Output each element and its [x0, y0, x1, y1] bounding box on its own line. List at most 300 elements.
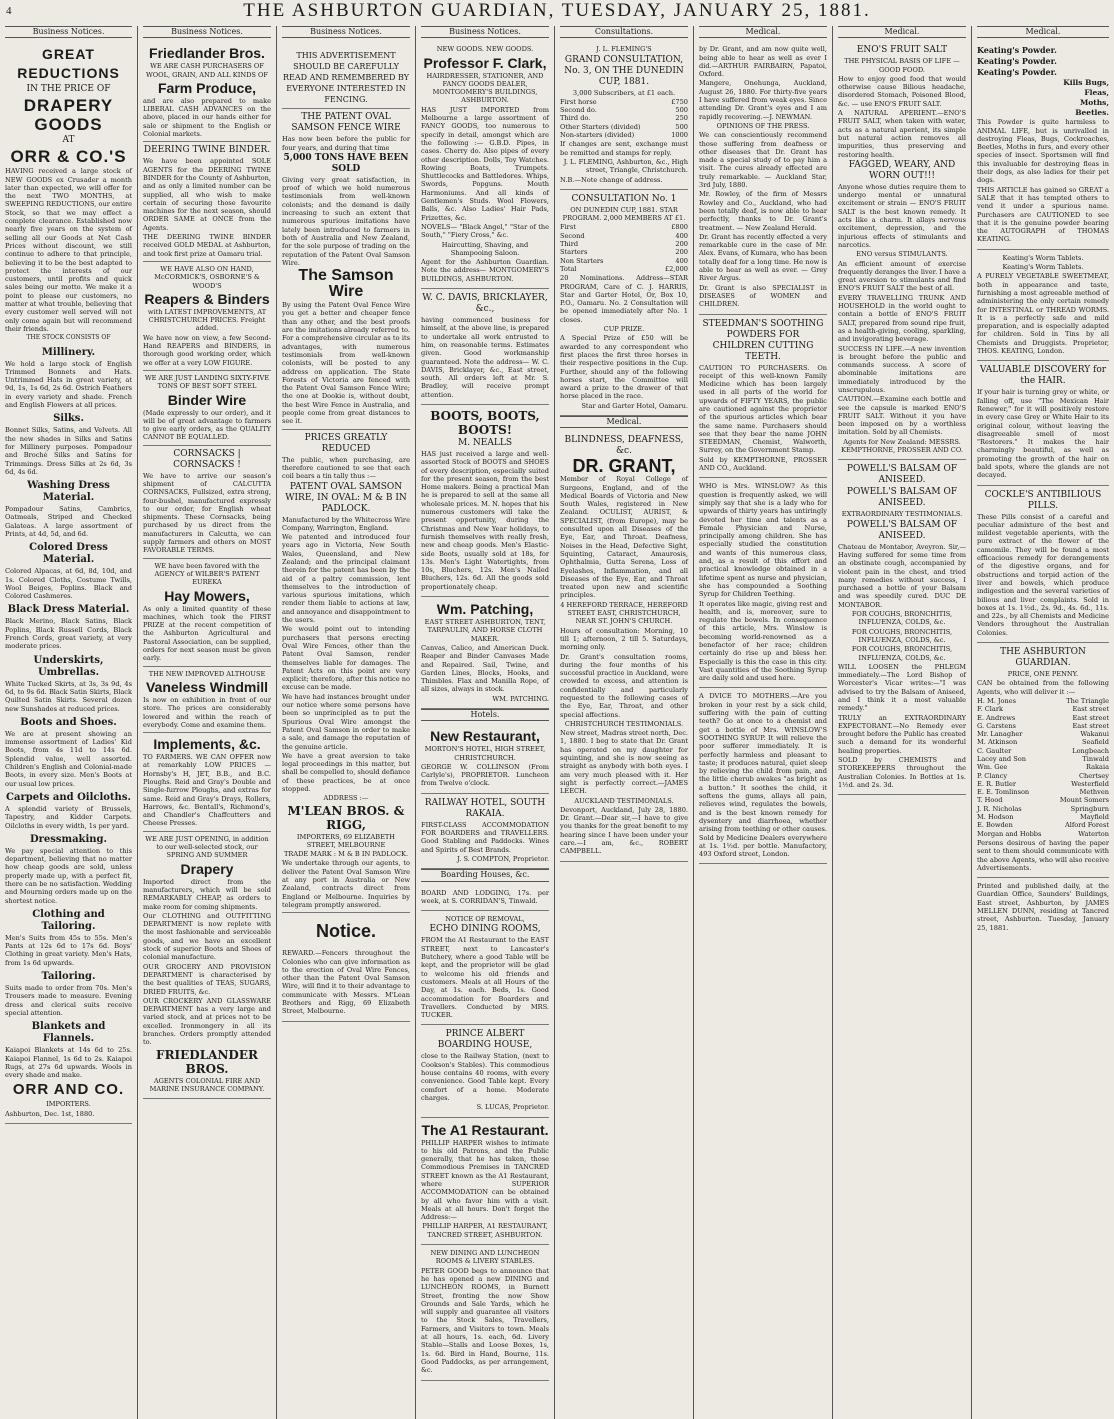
- grant-advert: [560, 431, 688, 861]
- eno-heading: ENO'S FRUIT SALT: [856, 45, 948, 56]
- agent-row: [977, 772, 1109, 780]
- agent-name: E. E. Tomlinson: [977, 788, 1030, 797]
- agent-name: Lacey and Son: [977, 755, 1026, 763]
- boots-heading: BOOTS, BOOTS, BOOTS!: [430, 408, 540, 437]
- prize-label: Total: [560, 264, 577, 273]
- prize-amount: 500: [675, 122, 688, 131]
- a1-text: PHILLIP HARPER wishes to intimate to his old Patrons, and the Public generally, that he has taken, those Commodious Premises in TANCRED STREET known as the A1 Restaurant, where SUPERIOR ACCOMMODATION can be obtained by all who favor him with a visit. Meals at all hours. Don't forget the Address:—: [421, 1138, 549, 1222]
- agent-row: [977, 705, 1109, 713]
- worm-heading: Keating's Worm Tablets.: [1002, 263, 1084, 272]
- friedlander-advert: [143, 41, 271, 1099]
- kills-list: [977, 78, 1109, 117]
- agent-row: [977, 738, 1109, 746]
- fleming-name: J. L. FLEMING'S: [596, 45, 652, 54]
- discovery-advert: [977, 361, 1109, 485]
- dining-text: PETER GOOD begs to announce that he has opened a new DINING and LUNCHEON ROOMS, in Burnett Street, fronting the now Show Grounds and Sale Yards, which he will supply and guarantee all visitors to the Stock Sales, Travellers, Farmers, and Visitors to town. Meals at all hours, 1s. each, 6d. Livery Stable—Stalls and Loose Boxes, 1s, 1s. 6d. Bird in Hand, Bourne, 11s. Good Paddocks, as per arrangement, &c.: [421, 1266, 549, 1375]
- grant-intro: by Dr. Grant, and am now quite well, being able to hear as well as ever I did.—ARTHUR FAIRBAIRN, Papatoi, Oxford.: [699, 45, 827, 79]
- fagged-heading: FAGGED, WEARY, AND WORN OUT!!!: [848, 159, 956, 181]
- patching-sub: EAST STREET ASHBURTON, TENT, TARPAULIN, AND HORSE CLOTH MAKER.: [424, 618, 546, 643]
- powell-heading: POWELL'S BALSAM OF ANISEED.: [846, 519, 958, 541]
- column-header: Medical.: [838, 26, 966, 38]
- divider: [143, 370, 271, 371]
- proceed-text: We would point out to intending purchasers that persons erecting Oval Wire Fences, other than the Patent Oval Samson, render themselves liable for damages. The Patent Acts on this point are very explicit; therefore, after this notice no excuse can be made.: [282, 625, 410, 692]
- patching-heading: Wm. Patching,: [436, 601, 534, 618]
- opinions-text-2: Mr. Rowley, of the firm of Messrs Rowley and Co., Auckland, who had been totally deaf, is now able to hear perfectly, thanks to Dr. Grant's treatment. — New Zealand Herald.: [699, 190, 827, 232]
- prize-amount: 250: [675, 114, 688, 123]
- buyers-text: WE ARE CASH PURCHASERS OF WOOL, GRAIN, AND ALL KINDS OF: [145, 62, 268, 79]
- discovery-heading: VALUABLE DISCOVERY for the HAIR.: [979, 365, 1107, 387]
- divider: [282, 912, 410, 913]
- stimulants-heading: ENO versus STIMULANTS.: [856, 250, 948, 259]
- orr-footer-name: ORR AND CO.: [12, 1081, 125, 1099]
- cockle-text: These Pills consist of a careful and peculiar admixture of the best and mildest vegetable aperients, with the pure extract of the flower of the camomile. They will be found a most efficacious remedy for derangements of the digestive organs, and for obstructions and torpid action of the liver and bowels, which produce indigestion and the several varieties of bilious and liver complaints. Sold in boxes at 1s. 1½d., 2s. 9d., 4s. 6d., 11s. and 22s., by all Chemists and Medicine Vendors throughout the Australian Colonies.: [977, 512, 1109, 637]
- divider: [282, 429, 410, 430]
- agent-name: G. Carstens: [977, 721, 1016, 730]
- orr-notice: HAVING received a large stock of NEW GOODS ex Crusader a month later than expected, we will offer for the next TWO MONTHS, at SWEEPING REDUCTIONS, our entire Stock, so that we may effect a complete clearance. Established now nearly five years on the system of selling all our Goods at Net Cash Prices without discount, we still continue to adhere to that principle, believing it to be the best adapted to protect the interests of our customers, until profits and quick sales being our motto. We make it a point to please our customers, no matter at what trouble, believing that every customer well served will not only come again but will recommend their friends.: [5, 167, 132, 333]
- divider: [143, 261, 271, 262]
- eno-sub: THE PHYSICAL BASIS OF LIFE — GOOD FOOD.: [844, 57, 960, 74]
- windmill-text: Is now on exhibition in front of our store. The prices are considerably lowered and within the reach of everybody. Come and examine them.: [143, 695, 271, 729]
- agent-place: Mount Somers: [1059, 796, 1109, 805]
- aversion-text: We have a great aversion to take legal proceedings in this matter, but shall be compelled to, should defiance of these practices, be at once stopped.: [282, 751, 410, 793]
- drapery-heading: Drapery: [180, 860, 234, 877]
- grant-body: Dr. Grant's consultation rooms, during the four months of his successful practice in Auckland, were crowded to excess, and attention is confidentially and particularly requested to the following cases of the Eye, Ear, Throat, and other special affections.: [560, 652, 688, 719]
- hay-heading: Hay Mowers,: [164, 587, 250, 604]
- auckland-heading: AUCKLAND TESTIMONIALS.: [574, 796, 674, 805]
- orr-footer-date: Ashburton, Dec. 1st, 1880.: [5, 1109, 95, 1118]
- keating-heading: Keating's Powder.: [977, 56, 1057, 67]
- divider: [143, 558, 271, 559]
- consult-sub: ON DUNEDIN CUP, 1881. STAR PROGRAM. 2,000 MEMBERS AT £1.: [562, 205, 686, 223]
- agent-row: [977, 755, 1109, 763]
- fleming-note: N.B.—Note change of address.: [560, 175, 663, 184]
- implements-heading: Implements, &c.: [153, 736, 261, 753]
- agency-text: WE have been favored with the AGENCY of WILBER'S PATENT EUREKA: [154, 561, 260, 587]
- tons-sold: 5,000 TONS HAVE BEEN SOLD: [283, 152, 409, 174]
- mclean-address-sub: IMPORTERS, 69 ELIZABETH STREET, MELBOURNE: [296, 832, 396, 849]
- consult-heading: CONSULTATION No. 1: [571, 193, 677, 204]
- opinions-text: We can conscientiously recommend those suffering from deafness or other diseases that Dr. Grant has made a special study of to pay him a visit. The cures already effected are truly remarkable. — Auckland Star, 3rd July, 1880.: [699, 131, 827, 190]
- prize-row: [560, 232, 688, 240]
- orr-advert: [5, 41, 132, 1124]
- binder-text: (Made expressly to our order), and it will be of great advantage to farmers to give early orders, as the QUALITY CANNOT BE EQUALLED.: [143, 408, 271, 442]
- fleming-text: If changes are sent, exchange must be remitted and stamps for reply.: [560, 140, 688, 157]
- prince-heading: PRINCE ALBERT BOARDING HOUSE,: [437, 1029, 533, 1051]
- newspaper-title: THE ASHBURTON GUARDIAN, TUESDAY, JANUARY 25, 1881.: [243, 0, 871, 21]
- columns: [0, 26, 1114, 1419]
- divider: [143, 831, 271, 832]
- prize-label: Non-starters (divided): [560, 131, 635, 140]
- powell-heading: POWELL'S BALSAM OF ANISEED.: [846, 464, 958, 486]
- agent-row: [977, 730, 1109, 738]
- caution-text: CAUTION.—Examine each bottle and see the capsule is marked ENO'S FRUIT SALT. Without it you have been imposed on by a worthless imitation. Sold by all Chemists.: [838, 395, 966, 437]
- mothers-text: A DVICE TO MOTHERS.—Are you broken in your rest by a sick child, suffering with the pain of cutting teeth? Go at once to a chemist and get a bottle of Mrs. WINSLOW'S SOOTHING SYRUP. It will relieve the poor sufferer immediately. It is perfectly harmless and pleasant to taste; it produces natural, quiet sleep by relieving the child from pain, and the little cherub awakes "as bright as a button." It soothes the child, it softens the gums, allays all pain, relieves wind, regulates the bowels, and is the best known remedy for dysentery and diarrhoea, whether arising from teething or other causes. Sold by Medicine Dealers everywhere at 1s. 1½d. per bottle. Manufactory, 493 Oxford street, London.: [699, 692, 827, 859]
- prize-row: [560, 114, 688, 122]
- board-advert: [421, 885, 549, 912]
- agents-list: [977, 697, 1109, 838]
- hair-text: Haircutting, Shaving, and Shampooing Saloon.: [441, 240, 529, 257]
- grant-continued: [699, 41, 827, 314]
- nealls-advert: [421, 405, 549, 597]
- drapery-pre: WE ARE JUST OPENING, in addition to our well-selected stock, our SPRING AND SUMMER: [145, 834, 269, 860]
- guardian-heading: THE ASHBURTON GUARDIAN.: [1000, 647, 1086, 669]
- prize-amount: 400: [675, 231, 688, 240]
- stock-section-text: We are at present showing an immense assortment of Ladies' Kid Boots, from 4s 11d to 14s 6d. Splendid value, well assorted. Children's English and Colonial-made Boots, in every size. Men's Boots at our usual low prices.: [5, 729, 132, 788]
- prize-label: Third do.: [560, 114, 591, 123]
- grant-pre: BLINDNESS, DEAFNESS, &c.: [564, 435, 684, 457]
- stock-section-title: Blankets and Flannels.: [31, 1021, 106, 1045]
- mclean-address: M'LEAN BROS. & RIGG,: [287, 803, 405, 832]
- undertake-text: We undertake through our agents, to deliver the Patent Oval Samson Wire at any port in Australia or New Zealand, contracts direct from England or Melbourne. Inquiries by telegram promptly answered.: [282, 859, 410, 909]
- divider: [143, 141, 271, 142]
- stock-section-title: Tailoring.: [41, 971, 96, 983]
- stock-section-title: Clothing and Tailoring.: [32, 908, 105, 932]
- stock-section-text: Black Merino, Black Satins, Black Poplins, Black Russell Cords, Black French Cords, great variety, at very moderate prices.: [5, 617, 132, 651]
- keating-text: This Powder is quite harmless to ANIMAL LIFE, but is unrivalled in destroying Fleas, Bugs, Cockroaches, Beetles, Moths in furs, and every other species of insect. Sportsmen will find this invaluable for destroying fleas in their dogs, as also ladies for their pet dogs.: [977, 118, 1109, 185]
- agent-name: T. Hood: [977, 796, 1003, 805]
- agent-name: Mr. Lanagher: [977, 730, 1023, 739]
- grant-hours: Hours of consultation: Morning, 10 till 1; afternoon, 2 till 5. Saturdays, morning only.: [560, 626, 688, 652]
- agent-place: East street: [1072, 705, 1109, 714]
- truly-text: TRULY an EXTRAORDINARY EXPECTORANT.—No Remedy ever brought before the Public has created such a demand for its wonderful healing properties.: [838, 713, 966, 755]
- grant-address: 4 HEREFORD TERRACE, HEREFORD STREET EAST, CHRISTCHURCH, NEAR ST. JOHN'S CHURCH.: [560, 600, 688, 626]
- prize-row: [560, 123, 688, 131]
- steedman-heading: STEEDMAN'S SOOTHING POWDERS FOR CHILDREN CUTTING TEETH.: [702, 318, 824, 362]
- railway-text: FIRST-CLASS ACCOMMODATION FOR BOARDERS and TRAVELLERS. Good Stabling and Paddocks. Wines and Spirits of Best Brands.: [421, 820, 549, 854]
- divider: [282, 108, 410, 109]
- column-header: Consultations.: [560, 26, 688, 38]
- davis-advert: [421, 289, 549, 405]
- windmill-pre: THE NEW IMPROVED ALTHOUSE: [148, 669, 266, 678]
- consult-advert: [560, 190, 688, 416]
- prize-row: [560, 223, 688, 231]
- opinions-heading: OPINIONS OF THE PRESS.: [716, 121, 810, 130]
- column-5: [554, 26, 693, 1419]
- friedlander-footer-sub: AGENTS COLONIAL FIRE AND MARINE INSURANCE COMPANY.: [149, 1076, 265, 1093]
- steedman-text: CAUTION TO PURCHASERS. On receipt of this well-known Family Medicine which has been largely used in all parts of the world for upwards of FIFTY YEARS, the public are cautioned against the proprietor of the spurious articles which bear the same name. Purchasers should see that they bear the name JOHN STEEDMAN, Chemist, Walworth, Surrey, on the Government Stamp.: [699, 363, 827, 455]
- hay-text: As only a limited quantity of these machines, which took the FIRST PRIZE at the recent competition of the Ashburton Agricultural and Pastoral Association, can be supplied, orders for next season must be given early.: [143, 604, 271, 663]
- restaurant-advert: [421, 724, 549, 793]
- clark-text: HAS JUST IMPORTED from Melbourne a large assortment of FANCY GOODS, too numerous to specify in detail, amongst which are the following :— G.B.D. Pipes, in cases. Cherry do. Also pipes of every other description. Dolls, Toy Watches. Rowing Boats, Trumpets. Shuttlecocks and Battledores. Whips, Swords, Popguns. Mouth Harmoniums. And all kinds of Gentlemen's Studs. Wool Flowers, Balls, &c. Also Ladies' Hair Pads, Frizettes, &c.: [421, 105, 549, 222]
- reapers-heading: Reapers & Binders: [144, 290, 270, 307]
- agent-name: H. M. Jones: [977, 696, 1017, 705]
- crockery-text: OUR CROCKERY AND GLASSWARE DEPARTMENT has a very large and varied stock, and at prices not to be excelled. Ironmongery in all its branches. Orders promptly attended to.: [143, 996, 271, 1047]
- a1-sign: PHILLIP HARPER, A1 RESTAURANT, TANCRED STREET, ASHBURTON.: [422, 1222, 548, 1239]
- column-4: [415, 26, 554, 1419]
- stock-section-text: We hold a large stock of English Trimmed Bonnets and Hats. Untrimmed Hats in great variety, at 9d, 1s, 1s 6d, 2s 6d. Ostrich Feathers in every variety and shade. French and English Flowers at all prices.: [5, 359, 132, 410]
- agent-row: [977, 830, 1109, 838]
- agent-place: Wakanui: [1080, 730, 1109, 739]
- cup-prize-heading: CUP PRIZE.: [603, 325, 645, 334]
- agent-name: E. Bowden: [977, 821, 1013, 830]
- agent-name: F. Clark: [977, 705, 1003, 714]
- column-6: [693, 26, 832, 1419]
- imprint: Printed and published daily, at the Guardian Office, Saunders' Buildings, East street, Ashburton, by JAMES MELLEN DUNN, residing at Tancred street, Ashburton. Tuesday, January 25, 1881.: [977, 882, 1109, 932]
- divider: [143, 732, 271, 733]
- echo-advert: [421, 911, 549, 1025]
- winslow-text: WHO is Mrs. WINSLOW? As this question is frequently asked, we will simply say that she is a lady who for upwards of thirty years has untiringly devoted her time and talents as a Female Physician and Nurse, principally among children. She has especially studied the constitution and wants of this numerous class, and, as a result of this effort and practical knowledge obtained in a lifetime spent as nurse and physician, she has compounded a Soothing Syrup for Children Teething.: [699, 482, 827, 599]
- samson-text: By using the Patent Oval Fence Wire you get a better and cheaper fence than any other, and the best proofs are the imitations already referred to. For a comprehensive circular as to its advantages, with numerous testimonials from well-known colonists, will be posted to any address on application. The State Forests of Victoria are fenced with the Patent Oval Samson Fence Wire; the one at Dookie is, without doubt, the best Wire Fence in Australia, and people come from great distances to see it.: [282, 301, 410, 426]
- echo-heading: ECHO DINING ROOMS,: [429, 924, 541, 935]
- twine-text-2: THE DEERING TWINE BINDER received GOLD MEDAL at Ashburton, and took first prize at Oamaru trial.: [143, 233, 271, 258]
- fagged-text: Anyone whose duties require them to undergo mental or unnatural excitement or strain — ENO'S FRUIT SALT is the best known remedy. It acts like a charm. It allays nervous excitement, depression, and the injurious effects of stimulants and narcotics.: [838, 182, 966, 249]
- stock-sections: [5, 347, 132, 1080]
- restaurant-heading: New Restaurant,: [430, 728, 540, 745]
- column-header: Medical.: [977, 26, 1109, 38]
- prize-label: Second: [560, 231, 585, 240]
- stock-section-text: Suits made to order from 70s. Men's Trousers made to measure. Evening dress and clerical suits receive special attention.: [5, 984, 132, 1017]
- patent-intro: Has now been before the public for four years, and during that time: [282, 135, 410, 152]
- at-label: AT: [62, 135, 75, 146]
- column-header: Business Notices.: [5, 26, 132, 38]
- prize-label: Second do.: [560, 106, 597, 115]
- prize-label: First: [560, 223, 576, 232]
- keating-heading: Keating's Powder.: [977, 67, 1057, 78]
- agent-row: [977, 763, 1109, 771]
- agent-row: [977, 714, 1109, 722]
- reductions-heading: GREAT REDUCTIONS: [17, 46, 120, 82]
- farm-text: and are also prepared to make LIBERAL CASH ADVANCES on the above, placed in our hands either for sale or shipment to the English or Colonial markets.: [143, 96, 271, 139]
- stock-section-text: Men's Suits from 45s to 55s. Men's Pants at 12s 6d to 17s 6d. Boys' Clothing in great variety. Men's Hats, from 1s 6d upwards.: [5, 933, 132, 967]
- prize-row: [560, 240, 688, 248]
- stock-section-title: Carpets and Oilcloths.: [6, 791, 131, 803]
- agent-name: E. R. Butler: [977, 779, 1017, 788]
- in-price: IN THE PRICE OF: [26, 84, 111, 95]
- special-text: Dr. Grant is also SPECIALIST in DISEASES of WOMEN and CHILDREN.: [699, 283, 827, 309]
- grocery-text: OUR GROCERY AND PROVISION DEPARTMENT is characterised by the best qualities of TEAS, SUGARS, DRIED FRUITS, &c.: [143, 962, 271, 996]
- agent-place: Tinwald: [1082, 755, 1109, 763]
- reapers-post: with LATEST IMPROVEMENTS, AT CHRISTCHURCH PRICES. Freight added.: [147, 307, 267, 333]
- stimulants-text: An efficient amount of exercise frequently deranges the liver. I have a great aversion to stimulants and find ENO'S FRUIT SALT the best of all.: [838, 259, 966, 293]
- fleming-sign: J. L. FLEMING, Ashburton, &c., High street, Triangle, Christchurch.: [563, 157, 688, 175]
- railway-heading: RAILWAY HOTEL, SOUTH RAKAIA.: [424, 797, 546, 819]
- agent-name: P. Clancy: [977, 771, 1008, 780]
- subscribers-text: 3,000 Subscribers, at £1 each.: [572, 88, 676, 97]
- dining-heading: NEW DINING AND LUNCHEON ROOMS & LIVERY STABLES.: [430, 1249, 540, 1266]
- guardian-text: CAN be obtained from the following Agents, who will deliver it :—: [977, 679, 1109, 696]
- agent-name: J. R. Nicholas: [977, 804, 1022, 813]
- section-header: Hotels.: [421, 709, 549, 721]
- reapers-pre: WE HAVE ALSO ON HAND, McCORMICK'S, OSBORNE'S & WOOD'S: [154, 264, 260, 290]
- samson-heading: The Samson Wire: [298, 267, 394, 301]
- guardian-advert: [977, 643, 1109, 878]
- winslow-advert: [699, 478, 827, 688]
- stock-section-title: Boots and Shoes.: [20, 716, 117, 728]
- eno-agents: Agents for New Zealand: MESSRS. KEMPTHORNE, PROSSER AND CO.: [841, 437, 963, 455]
- stock-section-title: Dressmaking.: [29, 833, 108, 845]
- patent-title: THE PATENT OVAL SAMSON FENCE WIRE: [291, 112, 401, 134]
- prize-amount: £800: [671, 223, 688, 232]
- discovery-text: If your hair is turning grey or white, or falling off, use "The Mexican Hair Renewer," for it will positively restore in every case Grey or White Hair to its original colour, without leaving the disagreeable smell of most "Restorers." It makes the hair charmingly beautiful, as well as promoting the growth of the hair on bald spots, where the glands are not decayed.: [977, 388, 1109, 480]
- extraordinary-text: Chateau de Montabor, Aveyron. Sir,—Having suffered for some time from an obstinate cough, accompanied by violent pain in the chest, and tried many remedies without success, I purchased a bottle of your Balsam and was speedily cured. DUC DE MONTABOR.: [838, 542, 966, 609]
- agent-row: [977, 788, 1109, 796]
- kills-item: Beetles.: [1075, 108, 1109, 118]
- kills-item: Moths,: [1079, 98, 1109, 108]
- novels-text: NOVELS— "Black Angel," "Star of the South," "Fiery Cross," &c.: [421, 222, 549, 240]
- samson-advert: [282, 41, 410, 1021]
- removal-heading: NOTICE OF REMOVAL,: [445, 915, 525, 924]
- grant-text: Member of Royal College of Surgeons, England, and of the Medical Boards of Victoria and New South Wales, registered in New Zealand. OCULIST, AURIST, & SPECIALIST, (from Europe), may be consulted upon all Diseases of the Eye, Ear, and Throat. Deafness, Noises in the Head, Defective Sight, Squinting, Cataract, Amaurosis, Ophthalmia, Gutta Serena, Loss of Eyelashes, Inflammation, and all Diseases of the Eye, Ear, and Throat treated upon new and scientific principles.: [560, 475, 688, 600]
- clothing-text: Our CLOTHING and OUTFITTING DEPARTMENT is now replete with the most fashionable and serviceable goods, and we have an excellent stock of superior Boots and Shoes of colonial manufacture.: [143, 911, 271, 962]
- column-3: [276, 26, 415, 1419]
- stock-section-text: White Tucked Skirts, at 3s, 3s 9d, 4s 6d, to 9s 6d. Black Satin Skirts, Black Quilted Satin Skirts. Several dozen new Sunshades at reduced prices.: [5, 679, 132, 713]
- agent-place: The Triangle: [1066, 696, 1109, 705]
- agent-place: Waterton: [1078, 829, 1109, 838]
- keating-headings: [977, 45, 1109, 77]
- davis-heading: W. C. DAVIS, BRICKLAYER, &c.,: [422, 293, 548, 315]
- agent-place: Chertsey: [1078, 771, 1109, 780]
- stock-section-title: Silks.: [53, 413, 84, 425]
- binder-heading: Binder Wire: [167, 391, 247, 408]
- prize-amount: £2,000: [664, 264, 688, 273]
- notice-heading: Notice.: [315, 921, 376, 942]
- agent-row: [977, 747, 1109, 755]
- column-header: Medical.: [699, 26, 827, 38]
- stock-section-title: Colored Dress Material.: [29, 542, 108, 566]
- prize-row: [560, 265, 688, 273]
- prize-amount: £750: [671, 97, 688, 106]
- trunk-text: EVERY TRAVELLING TRUNK AND HOUSEHOLD in the world ought to contain a bottle of ENO'S FRUIT SALT, prepared from sound ripe fruit, as a health-giving, cooling, sparkling, and invigorating beverage.: [838, 293, 966, 344]
- prize-amount: 500: [675, 106, 688, 115]
- windmill-heading: Vaneless Windmill: [145, 678, 269, 695]
- reward-text: REWARD.—Fencers throughout the Colonies who can give information as to the erection of Oval Wire Fences, other than the Patent Oval Samson Wire, will find it to their advantage to communicate with Messrs. M'Lean Brothers and Rigg, 69 Elizabeth Street, Melbourne.: [282, 949, 410, 1016]
- agent-row: [977, 821, 1109, 829]
- agent-place: Rakaia: [1085, 763, 1109, 772]
- harris-sign: Star and Garter Hotel, Oamaru.: [581, 401, 688, 410]
- patching-text: Canvas, Calico, and American Duck. Reaper and Binder Canvases Made and Repaired. Sail, Twine, and Garden Lines, Blocks, Hooks, and Thimbles. Flax and Manilla Rope, of all sizes, always in stock.: [421, 643, 549, 694]
- prize-row: [560, 106, 688, 114]
- farm-heading: Farm Produce,: [157, 79, 257, 96]
- divider: [143, 445, 271, 446]
- success-text: SUCCESS IN LIFE.—A new invention is brought before the public and commands success. A score of abominable imitations are immediately introduced by the unscrupulous.: [838, 344, 966, 394]
- agent-text: Agent for the Ashburton Guardian. Note the address— MONTGOMERY'S BUILDINGS, ASHBURTON.: [421, 258, 549, 283]
- stock-section-title: Underskirts, Umbrellas.: [33, 654, 104, 678]
- whitecross-detail: We patented and introduced four years ago in Victoria, New South Wales, Queensland, and New Zealand; and the principal claimant therein for the patent has been by the aid of a paltry commission, lent themselves to the introduction of various spurious imitations, which render them liable to actions at law, and annoyance and disappointment to the users.: [282, 533, 410, 625]
- friedlander-footer: FRIEDLANDER BROS.: [156, 1047, 258, 1076]
- agent-name: M. Atkinson: [977, 738, 1018, 747]
- trademark-text: TRADE MARK : M & B IN PADLOCK.: [283, 850, 409, 859]
- a1-advert: [421, 1118, 549, 1246]
- eno-advert: [838, 41, 966, 460]
- worm-text: A PURELY VEGETABLE SWEETMEAT, both in appearance and taste, furnishing a most agreeable method of administering the only certain remedy for INTESTINAL or THREAD WORMS. It is a perfectly safe and mild preparation, and is especially adapted for children. Sold in Tins by all Chemists and Druggists. Proprietor, THOS. KEATING, London.: [977, 272, 1109, 356]
- stock-section-title: Black Dress Material.: [7, 604, 130, 616]
- davis-text: having commenced business for himself, at the above line, is prepared to undertake all work entrusted to him, on reasonable terms. Estimates given. Good workmanship guaranteed. Note the address— W. C. DAVIS, Bricklayer, &c., East street, south. All orders left at Mr. S. Bradley, will receive prompt attention.: [421, 316, 549, 399]
- agent-place: East street: [1072, 713, 1109, 722]
- coughs-heading: FOR COUGHS, BRONCHITIS, INFLUENZA, COLDS, &c.: [851, 610, 953, 627]
- mothers-advert: [699, 688, 827, 864]
- column-1: [0, 26, 137, 1419]
- keating-advert: [977, 41, 1109, 249]
- prize-amount: 400: [675, 256, 688, 265]
- cornsacks-heading: CORNSACKS | CORNSACKS !: [173, 448, 241, 470]
- prize-label: Non Starters: [560, 256, 604, 265]
- divider: [143, 666, 271, 667]
- winslow-detail: It operates like magic, giving rest and health, and is, moreover, sure to regulate the bowels. In consequence of this article, Mrs. Winslow is becoming world-renowned as a benefactor of her race; children certainly do rise up and bless her. Especially is this the case in this city. Vast quantities of the Soothing Syrup are daily sold and used here.: [699, 599, 827, 683]
- drapery-text: Imported direct from the manufacturers, which will be sold REMARKABLY CHEAP, as orders to make room for coming shipments.: [143, 877, 271, 911]
- agent-place: Springburn: [1070, 804, 1109, 813]
- clark-advert: [421, 41, 549, 289]
- stock-section-text: A splendid variety of Brussels, Tapestry, and Kidder Carpets. Oilcloths in every width, 1s per yard.: [5, 804, 132, 830]
- prince-text: close to the Railway Station, (next to Cookson's Stables). This commodious house contains 40 rooms, with every convenience. Good Table kept. Every comfort of a home. Moderate charges.: [421, 1052, 549, 1102]
- agent-place: Longbeach: [1072, 746, 1109, 755]
- agent-place: Westerfield: [1071, 779, 1109, 788]
- ascertained-text: We have had instances brought under our notice where some persons have been so unprincipled as to put the Spurious Oval Wire amongst the Patent Oval Samson in order to make a sale, and damage the reputation of the genuine article.: [282, 692, 410, 751]
- agent-place: Methven: [1079, 788, 1109, 797]
- column-header: Business Notices.: [143, 26, 271, 38]
- column-8: [971, 26, 1114, 1419]
- testimonials-heading: CHRISTCHURCH TESTIMONIALS.: [564, 719, 684, 728]
- stock-section-title: Millinery.: [41, 346, 96, 358]
- guardian-price: PRICE, ONE PENNY.: [1007, 670, 1079, 679]
- prize-label: Other Starters (divided): [560, 122, 641, 131]
- prize-label: Starters: [560, 248, 588, 257]
- tally-mark: PATENT OVAL SAMSON WIRE, IN OVAL: M & B IN PADLOCK.: [285, 481, 407, 514]
- agent-row: [977, 813, 1109, 821]
- clark-heading: Professor F. Clark,: [423, 54, 547, 71]
- collinson-text: GEORGE W. COLLINSON (From Carlyle's), PROPRIETOR. Luncheon from Twelve o'clock.: [421, 762, 549, 788]
- agent-row: [977, 722, 1109, 730]
- kills-item: Fleas,: [1084, 88, 1109, 98]
- nealls-text: HAS just received a large and well-assorted Stock of BOOTS and SHOES of every description, especially suited for the present season, from the best Home makers. Being a practical Man he is prepared to sell at the same all wholesale prices. M. N. hopes that his numerous customers will take the present opportunity, during the Christmas and New Year holidays, to furnish themselves with really fresh, new and cheap goods. Men's Elastic-side Boots, usually sold at 18s, for 13s. Men's Light Watertights, from 10s, Bluchers, 12s. Men's Nailed Bluchers, 12s. 6d. All the goods sold proportionately cheap.: [421, 449, 549, 591]
- consult-text: 20 Nominations. Address—STAR PROGRAM, Care of C. J. HARRIS, Star and Garter Hotel, Or, Box 10, P.O., Oamaru. No. 2 Consultation will be opened immediately after No. 1 closes.: [560, 274, 688, 324]
- agent-place: Mayfield: [1079, 813, 1109, 822]
- twine-heading: DEERING TWINE BINDER.: [143, 145, 271, 156]
- prize-row: [560, 131, 688, 139]
- natural-text: A NATURAL APERIENT.—ENO'S FRUIT SALT, when taken with water, acts as a natural aperient, its simple but natural action removes all impurities, thus preserving and restoring health.: [838, 109, 966, 159]
- drapery-heading: DRAPERY GOODS: [23, 96, 114, 135]
- page-number: 4: [6, 5, 14, 17]
- prize-row: [560, 98, 688, 106]
- column-7: [832, 26, 971, 1419]
- cup-prize-text: A Special Prize of £50 will be awarded to any correspondent who first places the first three horses in their respective positions in the Cup. Further, should any of the following horses start, the Committee will award a prize to the drawer of that horse placed in the race.: [560, 334, 688, 401]
- orr-heading: ORR & CO.'S: [10, 147, 127, 167]
- opinions-text-3: Dr. Grant has recently effected a very remarkable cure in the case of Mr. Alex. Evans, of Kumara, who has been totally deaf for a long time. He now is able to hear as well as ever. — Grey River Argus.: [699, 232, 827, 283]
- nealls-name: M. NEALLS: [458, 437, 512, 448]
- grant-heading: DR. GRANT,: [572, 456, 676, 477]
- stock-section-text: Bonnet Silks, Satins, and Velvets. All the new shades in Silks and Satins for Millinery purposes. Pompadour and Broché Silks and Satins for Trimmings. Dress Silks at 2s 6d, 3s 6d, 4s 6d.: [5, 426, 132, 476]
- patching-sign: WM. PATCHING.: [492, 694, 549, 703]
- masthead: [0, 0, 1114, 22]
- patent-text: Giving very great satisfaction, in proof of which we hold numerous testimonials from well-known colonists; and the demand is daily increasing to such an extent that numerous spurious imitations have lately been introduced to farmers in both of Australia and New Zealand, for the sole purpose of trading on the reputation of the Patent Oval Samson Wire.: [282, 175, 410, 267]
- reapers-text: We have now on view, a few Second-Hand REAPERS and BINDERS, in thorough good working order, which we offer at a very LOW FIGURE.: [143, 333, 271, 367]
- stock-heading: THE STOCK CONSISTS OF: [26, 334, 111, 342]
- implements-text: TO FARMERS. WE CAN OFFER now at remarkably LOW PRICES — Hornsby's H, JET, B.B., and B.C. Ploughs. Reid and Gray's Double and Single-furrow Ploughs, and extras for same. Reid and Gray's Drays, Rollers, Harrows, &c. Bentall's, Richmond's, and Chandler's Chaffcutters and Cheese Presses.: [143, 753, 271, 828]
- cornsacks-text: We have to arrive our season's shipment of CALCUTTA CORNSACKS, Fullsized, extra strong, four-bushel, manufactured expressly to our order, for English wheat shipments. These Cornsacks, being purchased by us direct from the manufacturers in Calcutta, we can supply farmers and others on MOST FAVORABLE TERMS.: [143, 471, 271, 555]
- stock-section-text: We pay special attention to this department, believing that no matter how cheap goods are sold, unless properly made up, with a perfect fit, there can be no satisfaction. Wedding and Mourning orders made up on the shortest notice.: [5, 846, 132, 905]
- cockle-heading: COCKLE'S ANTIBILIOUS PILLS.: [984, 489, 1102, 511]
- stock-section-text: Kaiapoi Blankets at 14s 6d to 25s. Kaiapoi Flannel, 1s 6d to 2s. Kaiapoi Rugs, at 27s 6d upwards. Wools in every shade and make.: [5, 1046, 132, 1080]
- whitecross-text: Manufactured by the Whitecross Wire Company, Warrington, England.: [282, 515, 410, 532]
- prize-row: [560, 248, 688, 256]
- reduced-text: The public, when purchasing, are therefore cautioned to see that each coil bears a tin tally thus :—: [282, 455, 410, 481]
- section-header: Medical.: [560, 416, 688, 428]
- a1-heading: The A1 Restaurant.: [421, 1121, 549, 1138]
- dining-advert: [421, 1245, 549, 1380]
- prize-amount: 200: [675, 248, 688, 257]
- railway-advert: [421, 794, 549, 869]
- agent-name: Wm. Gee: [977, 763, 1008, 772]
- subscribers-text: Persons desirous of having the paper sent to them should communicate with the above Agents, who will also receive Advertisements.: [977, 838, 1109, 872]
- new-goods: NEW GOODS. NEW GOODS.: [436, 45, 534, 54]
- echo-text: FROM the A1 Restaurant to the EAST STREET, next to Lancaster's Butchery, where a good Table will be kept, and the proprietor will be glad to welcome his old friends and customers. Meals at all Hours of the Day, at 1s. each. Beds, 1s. Good accommodation for Boarders and Travellers. Conducted by MRS. TUCKER.: [421, 936, 549, 1020]
- firm-name: Friedlander Bros.: [149, 45, 265, 62]
- prize-label: First horse: [560, 97, 597, 106]
- keating-caution: THIS ARTICLE has gained so GREAT a SALE that it has tempted others to vend it under a spurious name. Purchasers are CAUTIONED to see that it is the genuine powder bearing the AUTOGRAPH of THOMAS KEATING.: [977, 185, 1109, 244]
- kills-item: Kills Bugs,: [1063, 78, 1109, 88]
- sold-text: SOLD by CHEMISTS and STOREKEEPERS throughout the Australian Colonies. In Bottles at 1s. 1½d. and 2s. 3d.: [838, 756, 966, 789]
- agent-place: Alford Forest: [1064, 821, 1109, 830]
- patching-advert: [421, 597, 549, 709]
